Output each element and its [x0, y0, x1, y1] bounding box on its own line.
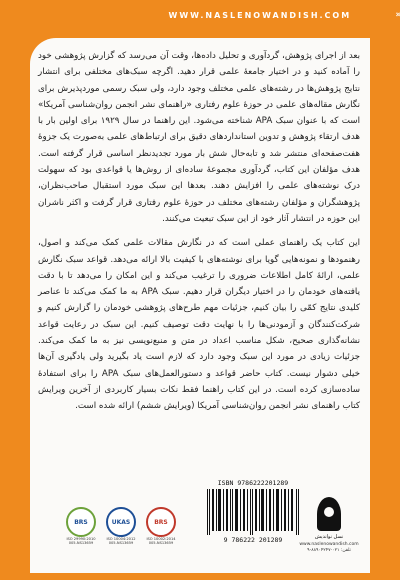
description-text — [38, 48, 360, 423]
badge-caption: ISO 29990:2010 005-NS13659 — [66, 537, 96, 545]
publisher-block — [294, 497, 364, 553]
back-cover-panel — [30, 38, 370, 573]
barcode-icon — [205, 489, 301, 535]
badge-caption: ISO 10002:2014 005-NS13659 — [146, 537, 176, 545]
certification-seal-icon: BRS — [66, 507, 96, 537]
certification-badge — [64, 507, 98, 553]
website-url: WWW.NASLENOWANDISH.COM — [168, 10, 352, 20]
paragraph-2: این کتاب یک راهنمای عملی است که در نگارش مقالات علمی کمک می‌کند و اصول، رهنمودها و نمونه‌هایی گویا برای نوشته‌های با کیفیت بالا ارائه می‌دهد. قواعد سبک نگارش علمی، ارائهٔ کامل اطلاعات ضروری را ترغیب می‌کند و این امکان را می‌دهد تا با دقت یافته‌های خودمان را در اختیار دیگران قرار دهیم. سبک APA به ما کمک می‌کند تا عناصر کلیدی نتایج کمّی را بیان کنیم، جزئیات مهم طرح‌های پژوهشی خودمان را گزارش کنیم و شرکت‌کنندگان و آزمودنی‌ها را با نهایت دقت توصیف کنیم. این سبک در رعایت قواعد نشانه‌گذاری صحیح، شکل مناسب اعداد در متن و منبع‌نویسی نیز به ما کمک می‌کند. جزئیات زیادی در مورد این سبک وجود دارد که لازم است یاد بگیرید ولی یادگیری آن‌ها خیلی دشوار نیست. کتاب حاضر قواعد و دستورالعمل‌های سبک APA را برای استفادهٔ ساده‌سازی کرده است. در این کتاب راهنما فقط نکات بسیار کاربردی از آخرین ویرایش کتاب راهنمای نشر انجمن روان‌شناسی آمریکا (ویرایش ششم) ارائه شده است. — [38, 238, 360, 412]
publisher-phone: تلفن: ۰۲۱-۸۸۹۰۴۲۴۷-۹ — [307, 548, 351, 553]
certification-seal-icon: UKAS — [106, 507, 136, 537]
publisher-logo-icon — [317, 497, 341, 531]
paragraph-1: بعد از اجرای پژوهش، گردآوری و تحلیل داده‌ها، وقت آن می‌رسد که گزارش پژوهشی خود را آماده کنید و در اختیار جامعهٔ علمی قرار دهید. اگرچه سبک‌های مختلفی برای انتشار نتایج پژوهش‌ها در رشته‌های علمی مختلف وجود دارد، ولی سبک رسمی موردپذیرش برای نگارش مقاله‌های علمی در حوزهٔ علوم رفتاری «راهنمای نشر انجمن روان‌شناسی آمریکا» است که با عنوان سبک APA شناخته می‌شود. این راهنما در سال ۱۹۲۹ برای اولین بار با هدف ارتقاء پژوهش و تدوین استانداردهای دقیق برای ارتباط‌های علمی به‌صورت یک جزوهٔ هفت‌صفحه‌ای منتشر شد و تابه‌حال شش بار مورد تجدیدنظر اساسی قرار گرفته است. هدف مؤلفان این کتاب، گردآوری مجموعهٔ ساده‌ای از روش‌ها یا قواعدی بود که سهولت درک نوشته‌های علمی را افزایش دهند. بعدها این سبک مورد استقبال صاحب‌نظران، پژوهشگران و مؤلفان رشته‌های مختلف در حوزهٔ علوم رفتاری قرار گرفت و اکثر ناشران این حوزه در انتشار آثار خود از این سبک تبعیت می‌کنند. — [38, 51, 360, 224]
isbn-barcode — [198, 479, 308, 549]
publisher-name: نسل نواندیش — [314, 534, 344, 540]
isbn-label: ISBN 9786222201289 — [217, 479, 289, 487]
certification-badges — [64, 507, 178, 553]
footer-area — [30, 473, 370, 573]
certification-badge — [144, 507, 178, 553]
badge-caption: ISO 10004:2012 005-NS13659 — [106, 537, 136, 545]
top-banner — [0, 0, 400, 30]
publisher-website: www.naslenowandish.com — [299, 542, 359, 547]
arrow-icon: ››› — [395, 10, 400, 20]
certification-seal-icon: BRS — [146, 507, 176, 537]
barcode-number: 9 786222 201289 — [223, 536, 283, 544]
certification-badge — [104, 507, 138, 553]
